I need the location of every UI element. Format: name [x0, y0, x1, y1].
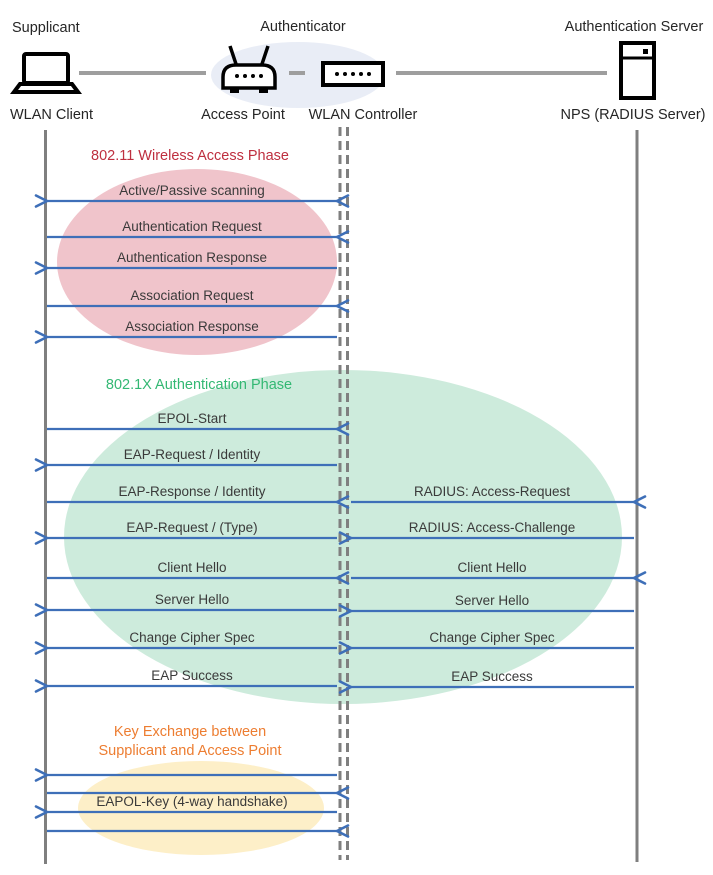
message-label: Server Hello	[154, 592, 230, 607]
message-label: EAPOL-Key (4-way handshake)	[96, 794, 288, 809]
actor-device-wlan-client: WLAN Client	[10, 107, 93, 123]
message-label: EAP Success	[451, 669, 533, 684]
actor-role-authenticator: Authenticator	[260, 19, 346, 35]
phase3-title: Key Exchange between Supplicant and Access Point	[98, 724, 282, 759]
message-label: EPOL-Start	[157, 411, 227, 426]
message-label: Authentication Response	[116, 250, 268, 265]
message-label: Change Cipher Spec	[129, 630, 255, 645]
actor-device-wlan-controller: WLAN Controller	[308, 107, 418, 123]
message-label: Change Cipher Spec	[429, 630, 555, 645]
message-label: Client Hello	[457, 560, 527, 575]
message-label: EAP Success	[151, 668, 233, 683]
laptop-icon	[14, 54, 78, 92]
phase2-title: 802.1X Authentication Phase	[105, 377, 293, 393]
message-label: Active/Passive scanning	[119, 183, 265, 198]
wlan-controller-icon	[323, 63, 383, 85]
phase1-title: 802.11 Wireless Access Phase	[91, 148, 289, 164]
message-label: Association Request	[130, 288, 254, 303]
message-label: RADIUS: Access-Request	[413, 484, 571, 499]
server-icon	[621, 43, 654, 98]
message-label: EAP-Request / (Type)	[126, 520, 258, 535]
message-label: EAP-Response / Identity	[118, 484, 266, 499]
message-label: Authentication Request	[122, 219, 262, 234]
actor-role-authentication-server: Authentication Server	[564, 19, 704, 35]
message-label: EAP-Request / Identity	[123, 447, 261, 462]
message-label: RADIUS: Access-Challenge	[408, 520, 576, 535]
actor-device-access-point: Access Point	[201, 107, 285, 123]
message-label: Association Response	[125, 319, 259, 334]
message-label: Client Hello	[157, 560, 227, 575]
message-label: Server Hello	[454, 593, 530, 608]
actor-role-supplicant: Supplicant	[12, 20, 80, 36]
actor-device-nps-radius-server: NPS (RADIUS Server)	[560, 107, 706, 123]
